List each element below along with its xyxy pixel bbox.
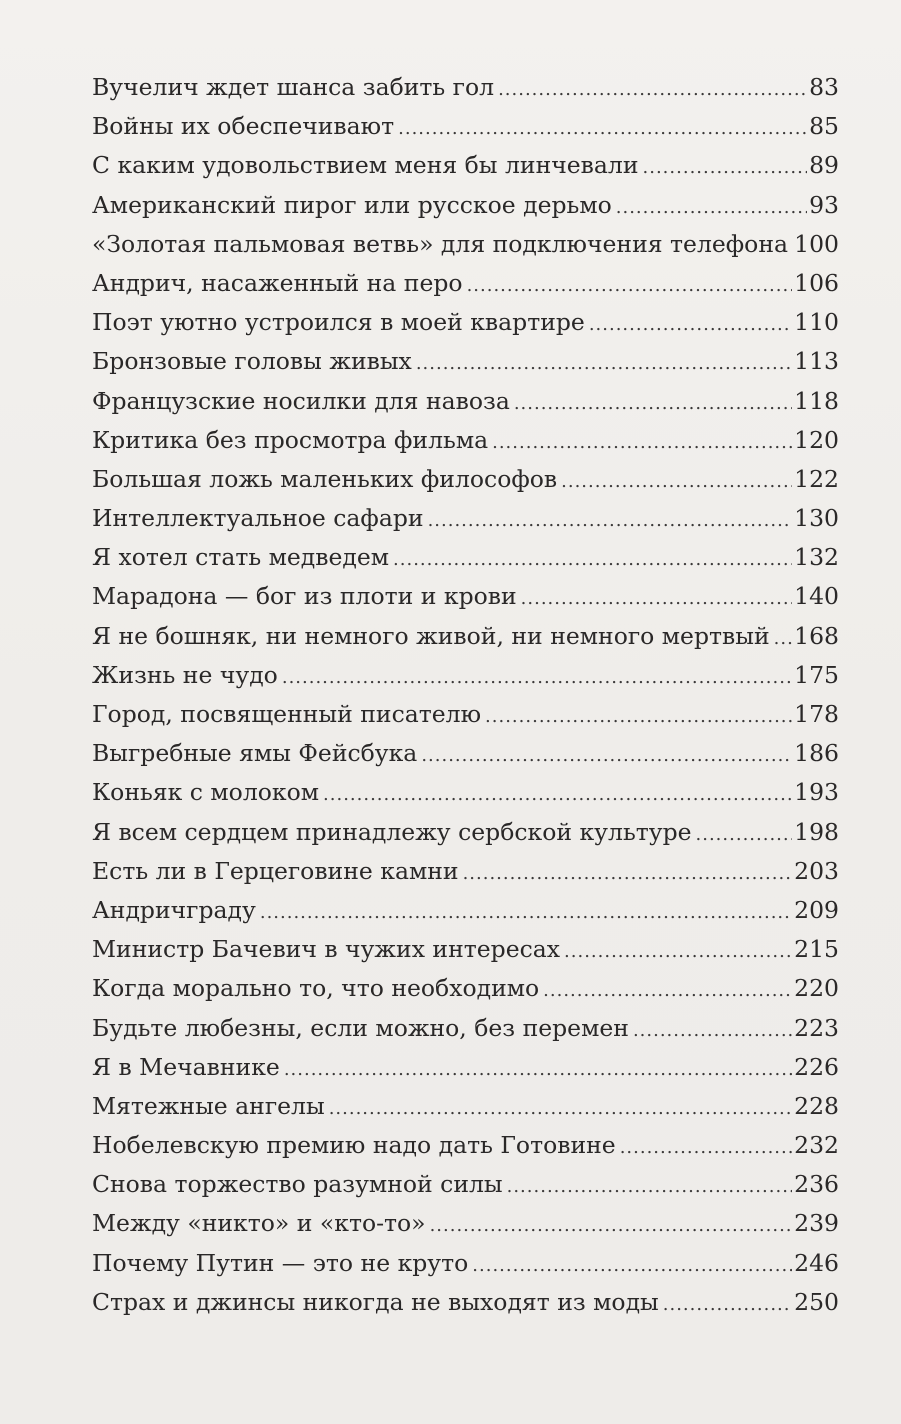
toc-entry-title: Интеллектуальное сафари xyxy=(92,504,424,533)
toc-dot-leader xyxy=(589,305,792,344)
toc-entry xyxy=(92,852,839,891)
toc-dot-leader xyxy=(421,736,792,775)
toc-dot-leader xyxy=(561,462,792,501)
toc-entry-page: 236 xyxy=(794,1170,839,1199)
toc-dot-leader xyxy=(543,971,792,1010)
toc-entry-title: Коньяк с молоком xyxy=(92,778,320,807)
toc-entry xyxy=(92,146,839,185)
toc-dot-leader xyxy=(564,932,792,971)
toc-entry-page: 140 xyxy=(794,582,839,611)
toc-dot-leader xyxy=(282,658,792,697)
toc-entry xyxy=(92,538,839,577)
toc-entry-page: 246 xyxy=(794,1248,839,1277)
toc-entry xyxy=(92,421,839,460)
toc-entry-page: 193 xyxy=(794,778,839,807)
toc-entry-page: 120 xyxy=(794,425,839,454)
toc-entry-title: Французские носилки для навоза xyxy=(92,386,510,415)
toc-entry-title: Выгребные ямы Фейсбука xyxy=(92,739,418,768)
toc-entry-title: Есть ли в Герцеговине камни xyxy=(92,856,459,885)
toc-entry xyxy=(92,577,839,616)
toc-entry xyxy=(92,695,839,734)
toc-entry-title: Когда морально то, что необходимо xyxy=(92,974,540,1003)
toc-dot-leader xyxy=(643,148,808,187)
toc-entry-page: 100 xyxy=(794,229,839,258)
toc-entry-title: Министр Бачевич в чужих интересах xyxy=(92,935,561,964)
toc-entry-title: Я хотел стать медведем xyxy=(92,543,390,572)
toc-entry-page: 228 xyxy=(794,1091,839,1120)
toc-entry-page: 85 xyxy=(809,112,839,141)
toc-entry xyxy=(92,1087,839,1126)
toc-dot-leader xyxy=(514,384,792,423)
toc-entry xyxy=(92,1204,839,1243)
toc-entry xyxy=(92,342,839,381)
toc-dot-leader xyxy=(485,697,792,736)
toc-entry-page: 83 xyxy=(809,73,839,101)
toc-entry xyxy=(92,1165,839,1204)
toc-entry-title: «Золотая пальмовая ветвь» для подключения телефона xyxy=(92,229,788,258)
toc-entry-title: Между «никто» и «кто-то» xyxy=(92,1209,426,1238)
toc-entry-page: 132 xyxy=(794,543,839,572)
toc-entry-page: 93 xyxy=(809,190,839,219)
toc-entry-title: Будьте любезны, если можно, без перемен xyxy=(92,1013,629,1042)
toc-entry-page: 130 xyxy=(794,504,839,533)
toc-entry xyxy=(92,1126,839,1165)
toc-dot-leader xyxy=(329,1089,792,1128)
toc-dot-leader xyxy=(398,109,807,148)
toc-entry xyxy=(92,107,839,146)
toc-entry-page: 122 xyxy=(794,464,839,493)
toc-entry xyxy=(92,499,839,538)
toc-entry-title: Я не бошняк, ни немного живой, ни немного мертвый xyxy=(92,621,770,650)
toc-dot-leader xyxy=(663,1285,792,1324)
toc-entry-title: Большая ложь маленьких философов xyxy=(92,464,558,493)
toc-entry xyxy=(92,617,839,656)
toc-dot-leader xyxy=(430,1206,793,1245)
toc-dot-leader xyxy=(696,815,793,854)
toc-dot-leader xyxy=(393,540,792,579)
toc-entry-page: 220 xyxy=(794,974,839,1003)
toc-entry-title: Американский пирог или русское дерьмо xyxy=(92,190,612,219)
toc-entry-page: 118 xyxy=(794,386,839,415)
toc-entry xyxy=(92,813,839,852)
toc-dot-leader xyxy=(498,70,807,109)
toc-entry xyxy=(92,186,839,225)
toc-entry-title: Вучелич ждет шанса забить гол xyxy=(92,73,495,101)
toc-dot-leader xyxy=(492,423,792,462)
toc-entry-title: С каким удовольствием меня бы линчевали xyxy=(92,151,639,180)
toc-entry-page: 203 xyxy=(794,856,839,885)
toc-entry-title: Марадона — бог из плоти и крови xyxy=(92,582,517,611)
toc-entry-title: Андрич, насаженный на перо xyxy=(92,268,463,297)
toc-entry-title: Андричграду xyxy=(92,895,256,924)
toc-entry-page: 223 xyxy=(794,1013,839,1042)
toc-entry-title: Страх и джинсы никогда не выходят из моды xyxy=(92,1287,659,1316)
toc-entry-title: Поэт уютно устроился в моей квартире xyxy=(92,308,585,337)
toc-entry xyxy=(92,68,839,107)
toc-dot-leader xyxy=(472,1246,792,1285)
toc-entry xyxy=(92,1009,839,1048)
toc-entry xyxy=(92,891,839,930)
toc-entry xyxy=(92,382,839,421)
toc-entry-title: Критика без просмотра фильма xyxy=(92,425,489,454)
toc-entry xyxy=(92,969,839,1008)
toc-entry xyxy=(92,773,839,812)
toc-dot-leader xyxy=(463,854,793,893)
toc-entry xyxy=(92,264,839,303)
toc-entry-title: Нобелевскую премию надо дать Готовине xyxy=(92,1131,616,1160)
toc-entry xyxy=(92,1244,839,1283)
toc-entry-page: 89 xyxy=(809,151,839,180)
toc-entry-title: Войны их обеспечивают xyxy=(92,112,395,141)
toc-entry-page: 113 xyxy=(794,347,839,376)
toc-entry xyxy=(92,303,839,342)
toc-entry xyxy=(92,656,839,695)
toc-dot-leader xyxy=(616,188,807,227)
toc-dot-leader xyxy=(633,1011,792,1050)
toc-entry xyxy=(92,930,839,969)
toc-entry-page: 198 xyxy=(794,817,839,846)
toc-entry-title: Город, посвященный писателю xyxy=(92,700,482,728)
toc-dot-leader xyxy=(507,1167,793,1206)
toc-entry xyxy=(92,734,839,773)
toc-entry-page: 226 xyxy=(794,1052,839,1081)
toc-entry-page: 106 xyxy=(794,268,839,297)
toc-entry xyxy=(92,1048,839,1087)
toc-entry-page: 250 xyxy=(794,1287,839,1316)
toc-entry-title: Жизнь не чудо xyxy=(92,660,278,689)
toc-entry-page: 110 xyxy=(794,308,839,337)
toc-entry-title: Я в Мечавнике xyxy=(92,1052,280,1081)
toc-entry xyxy=(92,225,839,264)
toc-dot-leader xyxy=(416,344,792,383)
toc-dot-leader xyxy=(260,893,792,932)
toc-dot-leader xyxy=(323,775,792,814)
toc-entry-title: Я всем сердцем принадлежу сербской культуре xyxy=(92,817,692,846)
toc-dot-leader xyxy=(467,266,793,305)
toc-entry-title: Почему Путин — это не круто xyxy=(92,1248,469,1277)
toc-entry-page: 175 xyxy=(794,660,839,689)
toc-entry xyxy=(92,460,839,499)
toc-entry-page: 239 xyxy=(794,1209,839,1238)
toc-entry-page: 186 xyxy=(794,739,839,768)
toc-dot-leader xyxy=(521,579,792,618)
toc-dot-leader xyxy=(774,619,793,658)
toc-entry-page: 209 xyxy=(794,895,839,924)
toc-entry-page: 168 xyxy=(794,621,839,650)
toc-entry xyxy=(92,1283,839,1322)
table-of-contents xyxy=(92,68,839,1322)
toc-dot-leader xyxy=(428,501,793,540)
toc-entry-page: 215 xyxy=(794,935,839,964)
toc-entry-title: Снова торжество разумной силы xyxy=(92,1170,503,1199)
toc-entry-page: 232 xyxy=(794,1131,839,1160)
toc-entry-title: Бронзовые головы живых xyxy=(92,347,412,376)
toc-entry-page: 178 xyxy=(794,700,839,728)
toc-dot-leader xyxy=(284,1050,792,1089)
toc-entry-title: Мятежные ангелы xyxy=(92,1091,325,1120)
toc-dot-leader xyxy=(620,1128,792,1167)
